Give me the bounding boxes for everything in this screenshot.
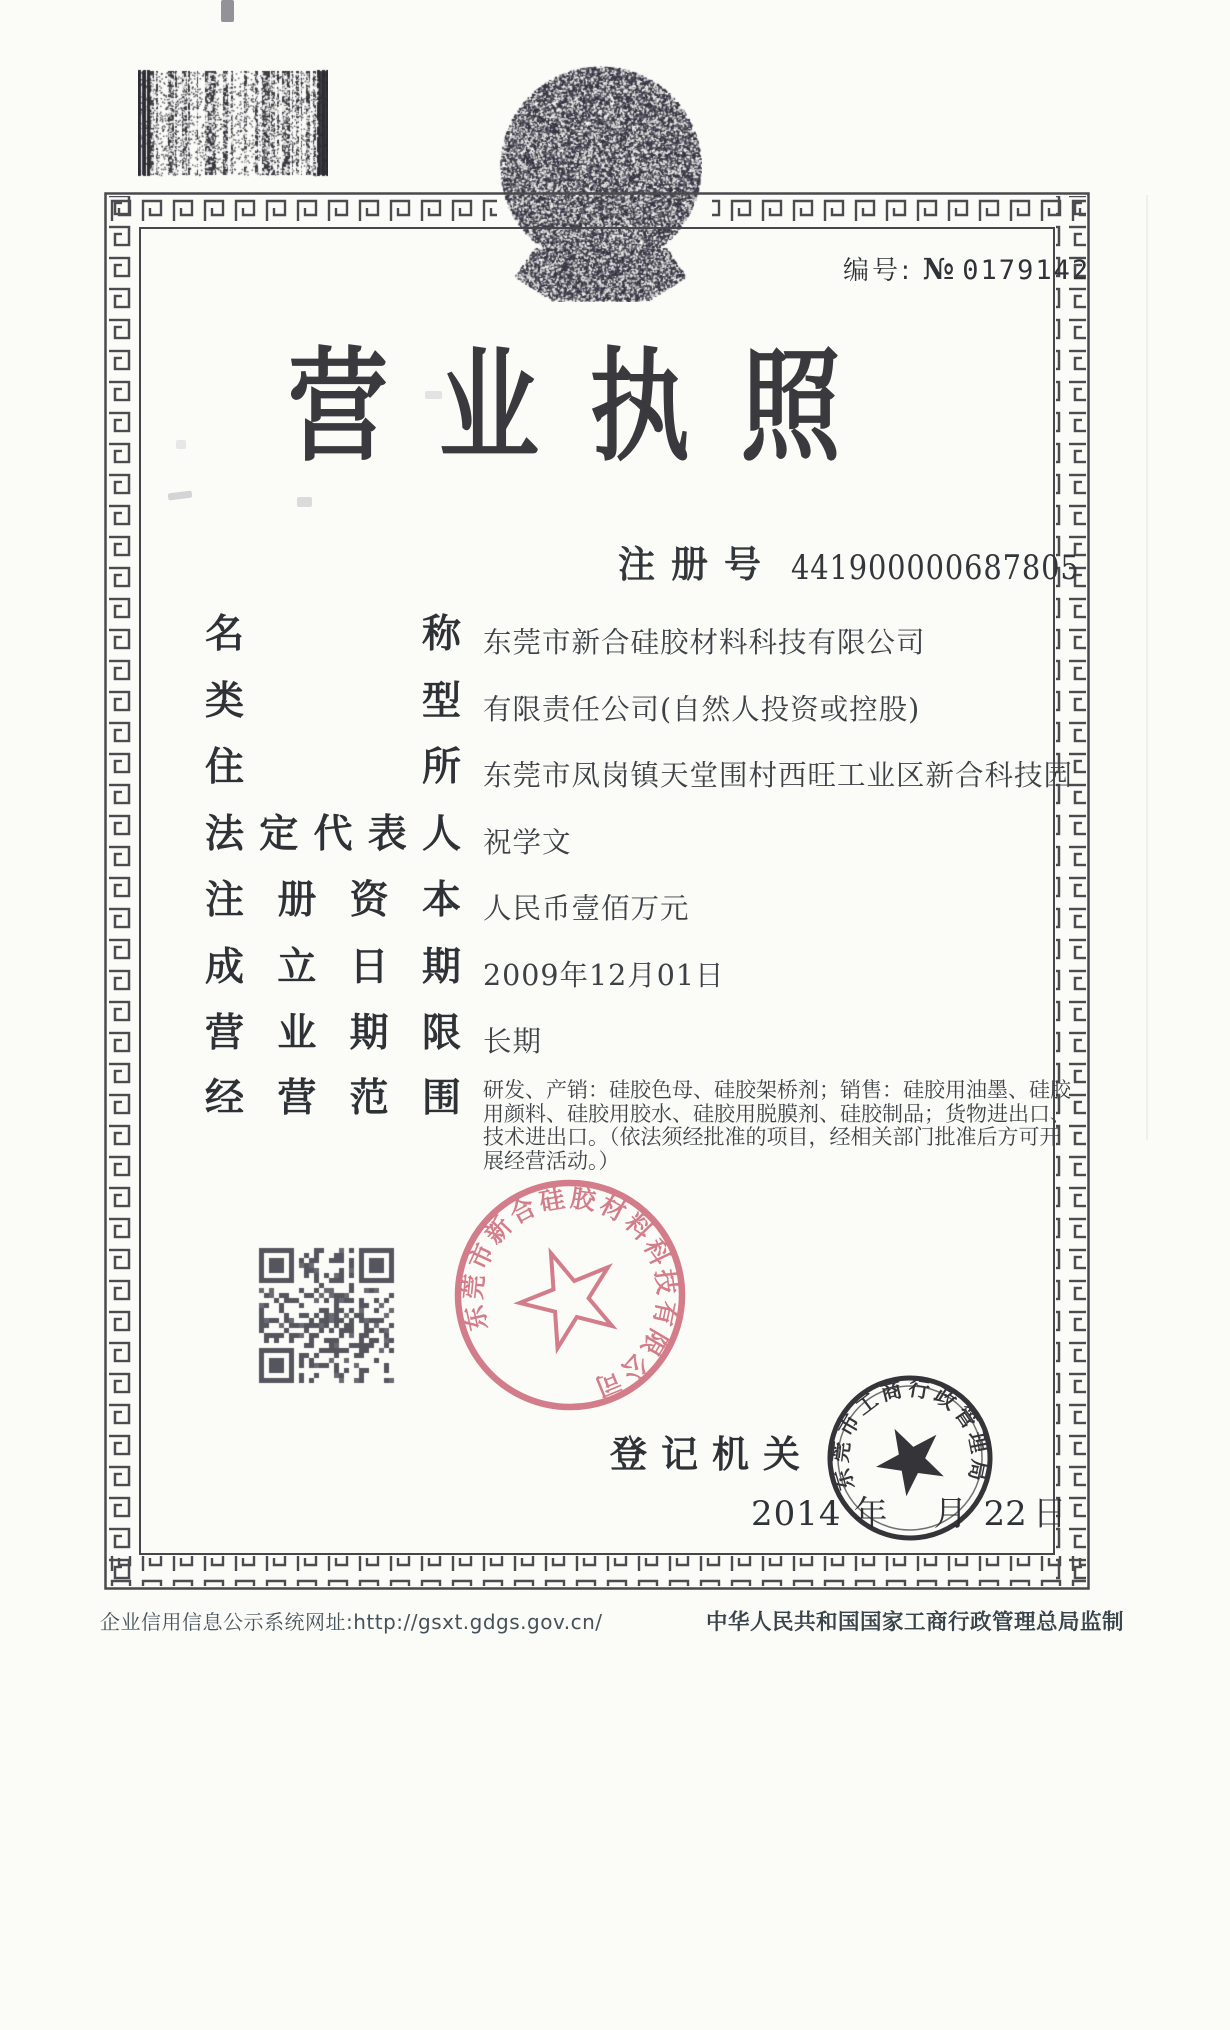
field-row-business-scope: [205, 1076, 1090, 1173]
barcode: [138, 68, 328, 178]
field-value: 东莞市新合硅胶材料科技有限公司: [483, 626, 926, 659]
issue-day: 22: [983, 1494, 1027, 1534]
field-label: 类型: [205, 678, 461, 724]
month-unit: 月: [933, 1494, 968, 1534]
scan-artifact: [221, 0, 234, 22]
year-unit: 年: [853, 1494, 888, 1534]
registry-seal-text: 东莞市工商行政管理局: [828, 1376, 992, 1493]
field-label: 成立日期: [205, 944, 461, 990]
serial-label: 编号:: [843, 256, 913, 286]
field-label: 名称: [205, 611, 461, 657]
field-value: 2009年12月01日: [483, 959, 725, 992]
company-seal-text: 东莞市新合硅胶材料科技有限公司: [458, 1183, 682, 1404]
field-value: 祝学文: [483, 826, 572, 859]
company-seal: [450, 1175, 690, 1415]
day-unit: 日: [1032, 1494, 1067, 1534]
registration-number: 441900000687805: [791, 548, 1080, 588]
seal-star-icon: [507, 1235, 629, 1355]
scan-artifact: [425, 391, 442, 399]
field-value: 有限责任公司(自然人投资或控股): [483, 693, 921, 726]
field-label: 法定代表人: [205, 811, 461, 857]
field-label: 营业期限: [205, 1010, 461, 1056]
footer-authority: 中华人民共和国国家工商行政管理总局监制: [706, 1610, 1125, 1635]
field-row-business-term: [205, 1011, 1090, 1060]
license-title: 营业执照: [288, 336, 892, 478]
field-row-address: [205, 745, 1090, 794]
field-label: 经营范围: [205, 1075, 461, 1121]
footer-info-url: 企业信用信息公示系统网址:http://gsxt.gdgs.gov.cn/: [100, 1610, 603, 1634]
qr-code: [257, 1246, 397, 1386]
field-row-legal-representative: [205, 812, 1090, 861]
numero-symbol: №: [922, 252, 955, 286]
field-row-establish-date: [205, 945, 1090, 994]
serial-number: 0179142: [962, 255, 1091, 286]
field-value: 东莞市凤岗镇天堂围村西旺工业区新合科技园: [483, 759, 1074, 792]
registry-seal: [815, 1363, 1005, 1553]
field-row-type: [205, 679, 1090, 728]
field-row-registered-capital: [205, 878, 1090, 927]
registrar-label: 登记机关: [610, 1432, 814, 1476]
field-row-name: [205, 612, 1090, 661]
field-value: 研发、产销：硅胶色母、硅胶架桥剂；销售：硅胶用油墨、硅胶用颜料、硅胶用胶水、硅胶用脱膜剂、硅胶制品；货物进出口、技术进出口。（依法须经批准的项目，经相关部门批准后方可开展经营活动。）: [483, 1078, 1071, 1173]
serial-number-line: [843, 250, 1090, 287]
scan-artifact: [176, 440, 186, 449]
issue-year: 2014: [751, 1494, 842, 1534]
field-value: 人民币壹佰万元: [483, 892, 690, 925]
registration-number-label: 注册号: [618, 542, 777, 586]
scan-artifact: [297, 497, 312, 507]
scan-edge-line: [1146, 195, 1148, 1140]
svg-text:东莞市新合硅胶材料科技有限公司: [450, 1175, 690, 1415]
field-value: 长期: [483, 1025, 543, 1058]
registration-number-line: [618, 534, 1130, 588]
field-label: 注册资本: [205, 877, 461, 923]
field-label: 住所: [205, 744, 461, 790]
seal-star-icon: [864, 1413, 955, 1503]
